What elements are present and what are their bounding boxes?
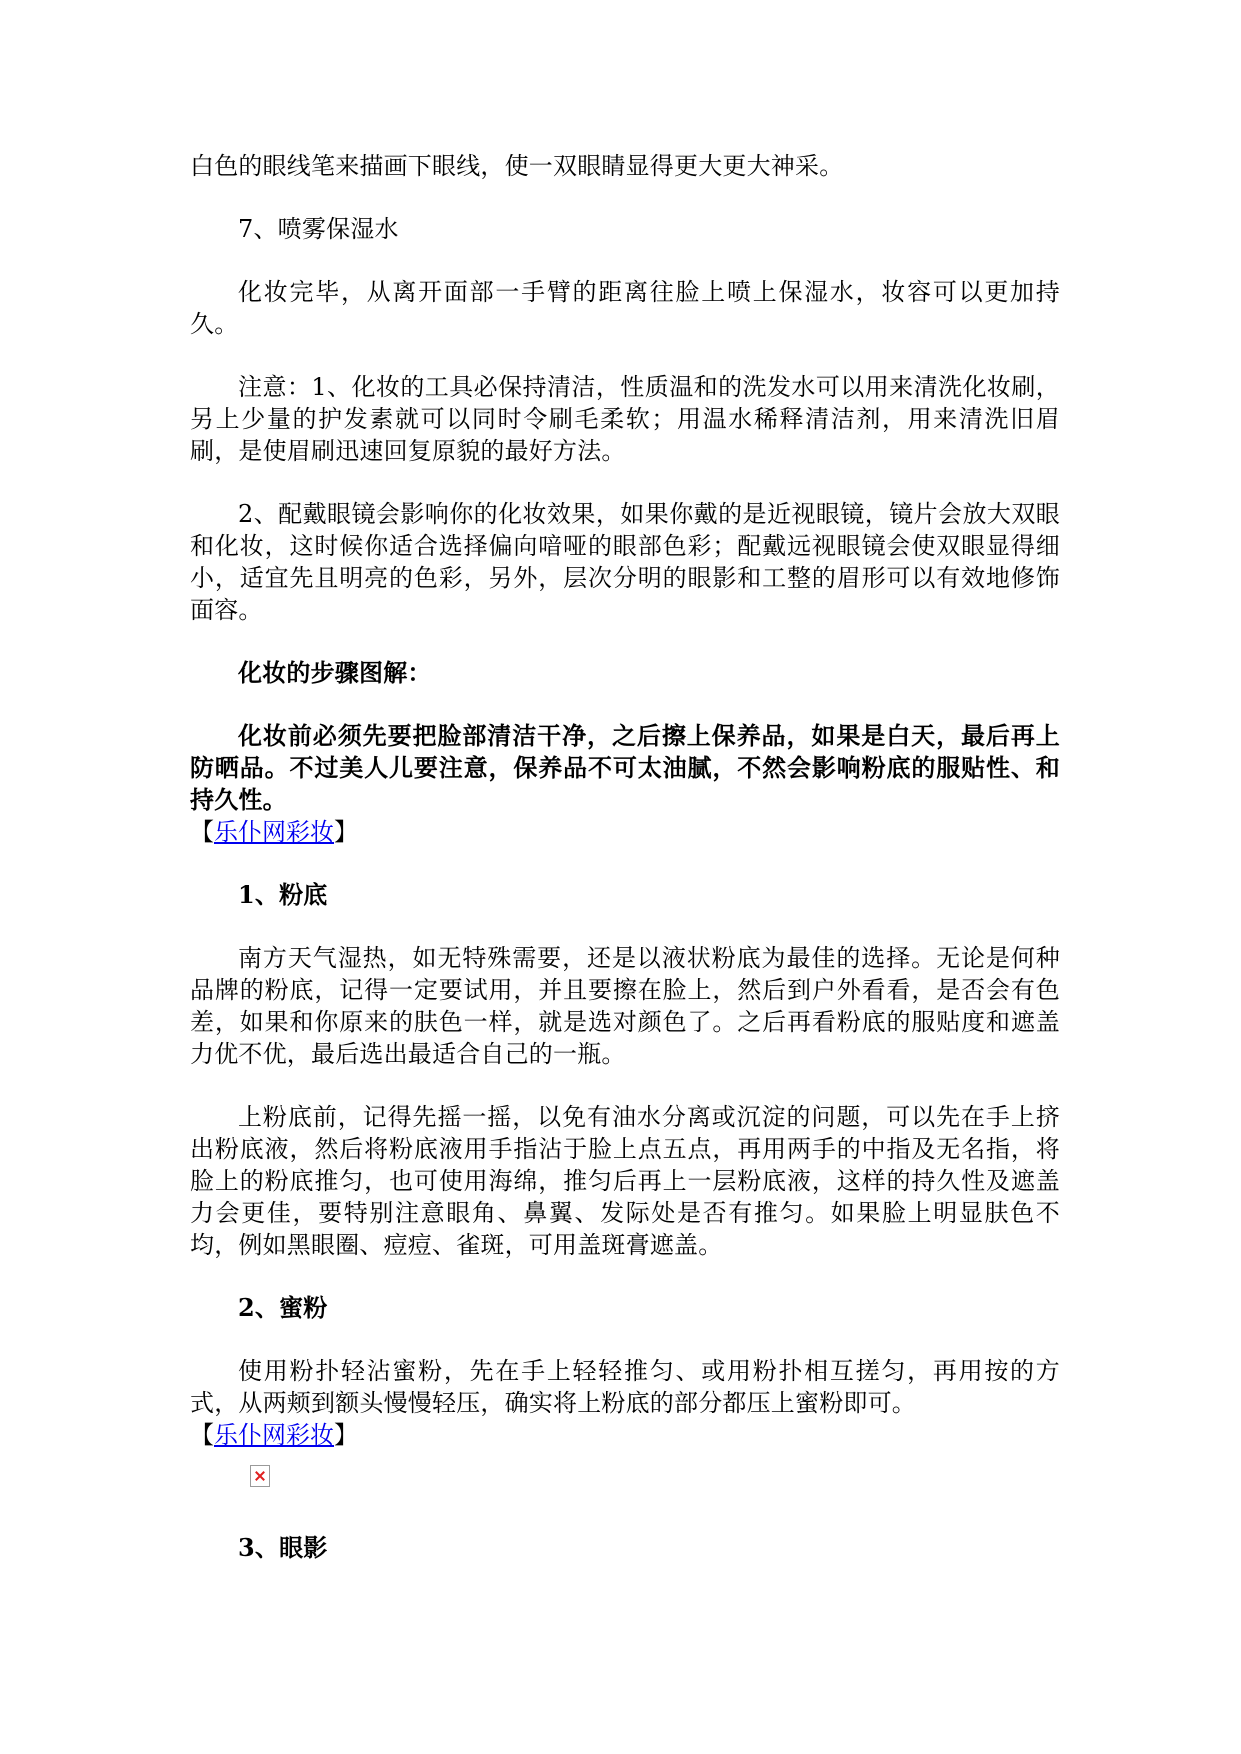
- paragraph-powder: 使用粉扑轻沾蜜粉，先在手上轻轻推匀、或用粉扑相互搓匀，再用按的方式，从两颊到额头慢慢轻压，确实将上粉底的部分都压上蜜粉即可。: [190, 1357, 1060, 1417]
- heading-step-7: 7、喷雾保湿水: [238, 215, 399, 243]
- lepu-makeup-link[interactable]: 乐仆网彩妆: [214, 818, 334, 846]
- paragraph-note-2: 2、配戴眼镜会影响你的化妆效果，如果你戴的是近视眼镜，镜片会放大双眼和化妆，这时候你适合选择偏向喑哑的眼部色彩；配戴远视眼镜会使双眼显得细小，适宜先且明亮的色彩，另外，层次分明的眼影和工整的眉形可以有效地修饰面容。: [190, 500, 1060, 624]
- link-bracket-open: 【: [190, 818, 214, 846]
- document-page: [190, 150, 1060, 1564]
- heading-powder: 2、蜜粉: [238, 1293, 328, 1322]
- link-bracket-close: 】: [334, 818, 358, 846]
- heading-illustrated-steps: 化妆的步骤图解：: [238, 658, 432, 687]
- paragraph-before-makeup: 化妆前必须先要把脸部清洁干净，之后擦上保养品，如果是白天，最后再上防晒品。不过美人儿要注意，保养品不可太油腻，不然会影响粉底的服贴性、和持久性。: [190, 721, 1060, 814]
- paragraph-step-7: 化妆完毕，从离开面部一手臂的距离往脸上喷上保湿水，妆容可以更加持久。: [190, 278, 1060, 338]
- paragraph-note-1: 注意：1、化妆的工具必保持清洁，性质温和的洗发水可以用来清洗化妆刷，另上少量的护发素就可以同时令刷毛柔软；用温水稀释清洁剂，用来清洗旧眉刷，是使眉刷迅速回复原貌的最好方法。: [190, 373, 1060, 465]
- heading-eyeshadow: 3、眼影: [238, 1533, 328, 1562]
- heading-foundation: 1、粉底: [238, 880, 328, 909]
- link-line-2: [190, 1419, 1060, 1451]
- link-line-1: [190, 816, 1060, 848]
- broken-image-icon: [250, 1465, 270, 1487]
- paragraph-foundation-1: 南方天气湿热，如无特殊需要，还是以液状粉底为最佳的选择。无论是何种品牌的粉底，记得一定要试用，并且要擦在脸上，然后到户外看看，是否会有色差，如果和你原来的肤色一样，就是选对颜色了。之后再看粉底的服贴度和遮盖力优不优，最后选出最适合自己的一瓶。: [190, 944, 1060, 1068]
- paragraph-foundation-2: 上粉底前，记得先摇一摇，以免有油水分离或沉淀的问题，可以先在手上挤出粉底液，然后将粉底液用手指沾于脸上点五点，再用两手的中指及无名指，将脸上的粉底推匀，也可使用海绵，推匀后再上一层粉底液，这样的持久性及遮盖力会更佳，要特别注意眼角、鼻翼、发际处是否有推匀。如果脸上明显肤色不均，例如黑眼圈、痘痘、雀斑，可用盖斑膏遮盖。: [190, 1103, 1060, 1259]
- link-bracket-close: 】: [334, 1421, 358, 1449]
- link-bracket-open: 【: [190, 1421, 214, 1449]
- paragraph-continuation: 白色的眼线笔来描画下眼线，使一双眼睛显得更大更大神采。: [190, 152, 844, 180]
- lepu-makeup-link[interactable]: 乐仆网彩妆: [214, 1421, 334, 1449]
